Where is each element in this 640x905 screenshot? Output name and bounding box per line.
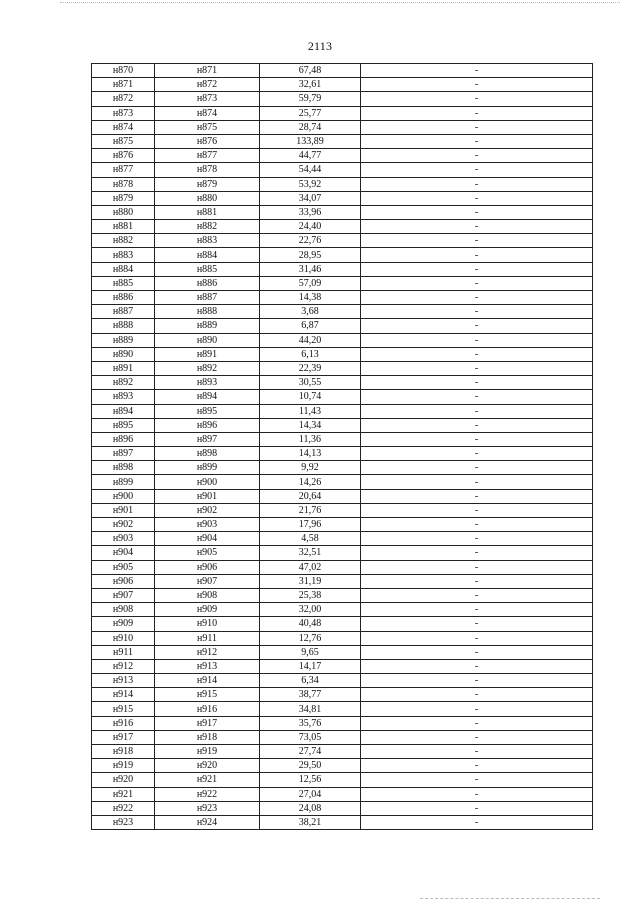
point-from-cell: н888 <box>92 319 155 333</box>
table-row <box>92 730 593 744</box>
table-row <box>92 64 593 78</box>
note-cell: - <box>361 447 593 461</box>
length-cell: 12,76 <box>260 631 361 645</box>
point-from-cell: н875 <box>92 134 155 148</box>
table-row <box>92 447 593 461</box>
point-to-cell: н904 <box>155 532 260 546</box>
point-from-cell: н879 <box>92 191 155 205</box>
point-to-cell: н876 <box>155 134 260 148</box>
point-to-cell: н908 <box>155 588 260 602</box>
note-cell: - <box>361 716 593 730</box>
note-cell: - <box>361 759 593 773</box>
table-row <box>92 418 593 432</box>
scan-artifact-bottom <box>420 898 600 899</box>
point-from-cell: н902 <box>92 518 155 532</box>
length-cell: 28,95 <box>260 248 361 262</box>
point-from-cell: н890 <box>92 347 155 361</box>
table-row <box>92 759 593 773</box>
note-cell: - <box>361 333 593 347</box>
note-cell: - <box>361 815 593 829</box>
table-row <box>92 163 593 177</box>
point-to-cell: н884 <box>155 248 260 262</box>
table-row <box>92 234 593 248</box>
table-row <box>92 177 593 191</box>
point-to-cell: н907 <box>155 574 260 588</box>
point-from-cell: н877 <box>92 163 155 177</box>
length-cell: 44,20 <box>260 333 361 347</box>
table-row <box>92 432 593 446</box>
table-row <box>92 674 593 688</box>
note-cell: - <box>361 191 593 205</box>
length-cell: 6,13 <box>260 347 361 361</box>
length-cell: 10,74 <box>260 390 361 404</box>
point-to-cell: н881 <box>155 205 260 219</box>
point-from-cell: н918 <box>92 745 155 759</box>
length-cell: 38,77 <box>260 688 361 702</box>
point-from-cell: н883 <box>92 248 155 262</box>
note-cell: - <box>361 432 593 446</box>
note-cell: - <box>361 276 593 290</box>
note-cell: - <box>361 461 593 475</box>
point-to-cell: н873 <box>155 92 260 106</box>
length-cell: 11,43 <box>260 404 361 418</box>
length-cell: 12,56 <box>260 773 361 787</box>
table-body <box>92 64 593 830</box>
point-to-cell: н915 <box>155 688 260 702</box>
note-cell: - <box>361 475 593 489</box>
table-row <box>92 220 593 234</box>
note-cell: - <box>361 305 593 319</box>
point-to-cell: н883 <box>155 234 260 248</box>
point-from-cell: н889 <box>92 333 155 347</box>
length-cell: 34,81 <box>260 702 361 716</box>
page-number: 2113 <box>307 39 333 53</box>
point-from-cell: н919 <box>92 759 155 773</box>
point-to-cell: н896 <box>155 418 260 432</box>
table-row <box>92 603 593 617</box>
point-to-cell: н880 <box>155 191 260 205</box>
table-row <box>92 489 593 503</box>
table-row <box>92 276 593 290</box>
table-row <box>92 588 593 602</box>
note-cell: - <box>361 659 593 673</box>
length-cell: 47,02 <box>260 560 361 574</box>
point-from-cell: н874 <box>92 120 155 134</box>
length-cell: 133,89 <box>260 134 361 148</box>
point-to-cell: н878 <box>155 163 260 177</box>
note-cell: - <box>361 489 593 503</box>
point-from-cell: н899 <box>92 475 155 489</box>
table-row <box>92 191 593 205</box>
point-to-cell: н874 <box>155 106 260 120</box>
table-row <box>92 291 593 305</box>
point-from-cell: н906 <box>92 574 155 588</box>
note-cell: - <box>361 560 593 574</box>
length-cell: 27,04 <box>260 787 361 801</box>
table-row <box>92 205 593 219</box>
table-row <box>92 645 593 659</box>
point-from-cell: н915 <box>92 702 155 716</box>
note-cell: - <box>361 532 593 546</box>
note-cell: - <box>361 787 593 801</box>
point-to-cell: н889 <box>155 319 260 333</box>
note-cell: - <box>361 730 593 744</box>
point-from-cell: н884 <box>92 262 155 276</box>
point-from-cell: н907 <box>92 588 155 602</box>
length-cell: 14,34 <box>260 418 361 432</box>
point-to-cell: н891 <box>155 347 260 361</box>
note-cell: - <box>361 134 593 148</box>
point-to-cell: н871 <box>155 64 260 78</box>
point-from-cell: н882 <box>92 234 155 248</box>
note-cell: - <box>361 163 593 177</box>
note-cell: - <box>361 248 593 262</box>
table-row <box>92 801 593 815</box>
length-cell: 31,19 <box>260 574 361 588</box>
table-row <box>92 333 593 347</box>
length-cell: 22,39 <box>260 361 361 375</box>
length-cell: 28,74 <box>260 120 361 134</box>
point-from-cell: н903 <box>92 532 155 546</box>
table-row <box>92 546 593 560</box>
table-row <box>92 305 593 319</box>
table-row <box>92 376 593 390</box>
length-cell: 54,44 <box>260 163 361 177</box>
length-cell: 27,74 <box>260 745 361 759</box>
point-from-cell: н904 <box>92 546 155 560</box>
note-cell: - <box>361 631 593 645</box>
note-cell: - <box>361 205 593 219</box>
table-row <box>92 134 593 148</box>
point-to-cell: н887 <box>155 291 260 305</box>
point-from-cell: н886 <box>92 291 155 305</box>
point-to-cell: н914 <box>155 674 260 688</box>
table-row <box>92 503 593 517</box>
note-cell: - <box>361 801 593 815</box>
table-row <box>92 248 593 262</box>
length-cell: 6,34 <box>260 674 361 688</box>
point-to-cell: н917 <box>155 716 260 730</box>
note-cell: - <box>361 120 593 134</box>
note-cell: - <box>361 234 593 248</box>
point-from-cell: н913 <box>92 674 155 688</box>
note-cell: - <box>361 149 593 163</box>
length-cell: 20,64 <box>260 489 361 503</box>
length-cell: 44,77 <box>260 149 361 163</box>
table-row <box>92 702 593 716</box>
length-cell: 9,92 <box>260 461 361 475</box>
note-cell: - <box>361 603 593 617</box>
note-cell: - <box>361 106 593 120</box>
point-to-cell: н918 <box>155 730 260 744</box>
length-cell: 57,09 <box>260 276 361 290</box>
note-cell: - <box>361 262 593 276</box>
point-from-cell: н905 <box>92 560 155 574</box>
table-row <box>92 659 593 673</box>
length-cell: 40,48 <box>260 617 361 631</box>
note-cell: - <box>361 674 593 688</box>
point-to-cell: н900 <box>155 475 260 489</box>
coordinates-table <box>91 63 593 830</box>
table-row <box>92 92 593 106</box>
table-row <box>92 574 593 588</box>
point-from-cell: н908 <box>92 603 155 617</box>
point-from-cell: н914 <box>92 688 155 702</box>
length-cell: 4,58 <box>260 532 361 546</box>
point-to-cell: н879 <box>155 177 260 191</box>
point-from-cell: н923 <box>92 815 155 829</box>
point-to-cell: н916 <box>155 702 260 716</box>
point-from-cell: н870 <box>92 64 155 78</box>
point-from-cell: н911 <box>92 645 155 659</box>
table-row <box>92 78 593 92</box>
length-cell: 32,00 <box>260 603 361 617</box>
point-to-cell: н882 <box>155 220 260 234</box>
table-row <box>92 149 593 163</box>
point-to-cell: н909 <box>155 603 260 617</box>
length-cell: 14,17 <box>260 659 361 673</box>
length-cell: 67,48 <box>260 64 361 78</box>
note-cell: - <box>361 78 593 92</box>
length-cell: 14,13 <box>260 447 361 461</box>
length-cell: 3,68 <box>260 305 361 319</box>
point-to-cell: н920 <box>155 759 260 773</box>
length-cell: 34,07 <box>260 191 361 205</box>
point-to-cell: н905 <box>155 546 260 560</box>
point-to-cell: н899 <box>155 461 260 475</box>
point-to-cell: н913 <box>155 659 260 673</box>
length-cell: 14,38 <box>260 291 361 305</box>
length-cell: 38,21 <box>260 815 361 829</box>
length-cell: 30,55 <box>260 376 361 390</box>
point-to-cell: н888 <box>155 305 260 319</box>
note-cell: - <box>361 291 593 305</box>
note-cell: - <box>361 361 593 375</box>
point-to-cell: н924 <box>155 815 260 829</box>
point-from-cell: н887 <box>92 305 155 319</box>
table-row <box>92 815 593 829</box>
point-from-cell: н901 <box>92 503 155 517</box>
point-to-cell: н901 <box>155 489 260 503</box>
table-row <box>92 475 593 489</box>
length-cell: 33,96 <box>260 205 361 219</box>
note-cell: - <box>361 64 593 78</box>
point-to-cell: н906 <box>155 560 260 574</box>
point-from-cell: н894 <box>92 404 155 418</box>
note-cell: - <box>361 745 593 759</box>
length-cell: 25,38 <box>260 588 361 602</box>
length-cell: 32,61 <box>260 78 361 92</box>
scan-artifact-top <box>60 2 620 3</box>
note-cell: - <box>361 503 593 517</box>
note-cell: - <box>361 319 593 333</box>
length-cell: 22,76 <box>260 234 361 248</box>
table-row <box>92 518 593 532</box>
length-cell: 24,40 <box>260 220 361 234</box>
point-from-cell: н896 <box>92 432 155 446</box>
point-from-cell: н916 <box>92 716 155 730</box>
length-cell: 11,36 <box>260 432 361 446</box>
length-cell: 59,79 <box>260 92 361 106</box>
point-from-cell: н876 <box>92 149 155 163</box>
point-to-cell: н894 <box>155 390 260 404</box>
table-row <box>92 404 593 418</box>
point-to-cell: н886 <box>155 276 260 290</box>
table-row <box>92 461 593 475</box>
point-to-cell: н898 <box>155 447 260 461</box>
note-cell: - <box>361 376 593 390</box>
point-to-cell: н911 <box>155 631 260 645</box>
note-cell: - <box>361 645 593 659</box>
point-from-cell: н921 <box>92 787 155 801</box>
point-from-cell: н917 <box>92 730 155 744</box>
point-to-cell: н902 <box>155 503 260 517</box>
table-row <box>92 361 593 375</box>
length-cell: 35,76 <box>260 716 361 730</box>
table-row <box>92 390 593 404</box>
note-cell: - <box>361 347 593 361</box>
note-cell: - <box>361 546 593 560</box>
note-cell: - <box>361 390 593 404</box>
point-from-cell: н897 <box>92 447 155 461</box>
length-cell: 17,96 <box>260 518 361 532</box>
point-to-cell: н875 <box>155 120 260 134</box>
point-to-cell: н903 <box>155 518 260 532</box>
point-from-cell: н871 <box>92 78 155 92</box>
note-cell: - <box>361 617 593 631</box>
note-cell: - <box>361 418 593 432</box>
table-row <box>92 688 593 702</box>
point-from-cell: н912 <box>92 659 155 673</box>
note-cell: - <box>361 518 593 532</box>
point-to-cell: н890 <box>155 333 260 347</box>
table-row <box>92 617 593 631</box>
note-cell: - <box>361 702 593 716</box>
table-row <box>92 532 593 546</box>
point-from-cell: н909 <box>92 617 155 631</box>
point-from-cell: н881 <box>92 220 155 234</box>
note-cell: - <box>361 688 593 702</box>
length-cell: 53,92 <box>260 177 361 191</box>
table-row <box>92 347 593 361</box>
point-to-cell: н922 <box>155 787 260 801</box>
length-cell: 73,05 <box>260 730 361 744</box>
note-cell: - <box>361 220 593 234</box>
table-row <box>92 745 593 759</box>
length-cell: 32,51 <box>260 546 361 560</box>
point-to-cell: н921 <box>155 773 260 787</box>
point-to-cell: н897 <box>155 432 260 446</box>
table-row <box>92 716 593 730</box>
length-cell: 29,50 <box>260 759 361 773</box>
point-from-cell: н920 <box>92 773 155 787</box>
table-row <box>92 120 593 134</box>
note-cell: - <box>361 92 593 106</box>
point-to-cell: н912 <box>155 645 260 659</box>
point-to-cell: н872 <box>155 78 260 92</box>
length-cell: 14,26 <box>260 475 361 489</box>
point-from-cell: н885 <box>92 276 155 290</box>
point-to-cell: н895 <box>155 404 260 418</box>
note-cell: - <box>361 177 593 191</box>
length-cell: 9,65 <box>260 645 361 659</box>
point-from-cell: н910 <box>92 631 155 645</box>
length-cell: 6,87 <box>260 319 361 333</box>
table-row <box>92 631 593 645</box>
point-from-cell: н895 <box>92 418 155 432</box>
point-to-cell: н923 <box>155 801 260 815</box>
table-row <box>92 787 593 801</box>
length-cell: 24,08 <box>260 801 361 815</box>
point-to-cell: н885 <box>155 262 260 276</box>
point-from-cell: н922 <box>92 801 155 815</box>
point-from-cell: н891 <box>92 361 155 375</box>
point-to-cell: н877 <box>155 149 260 163</box>
point-from-cell: н878 <box>92 177 155 191</box>
point-to-cell: н919 <box>155 745 260 759</box>
length-cell: 25,77 <box>260 106 361 120</box>
table-row <box>92 262 593 276</box>
point-from-cell: н898 <box>92 461 155 475</box>
table-row <box>92 106 593 120</box>
note-cell: - <box>361 588 593 602</box>
table-row <box>92 560 593 574</box>
length-cell: 21,76 <box>260 503 361 517</box>
note-cell: - <box>361 773 593 787</box>
point-from-cell: н893 <box>92 390 155 404</box>
table-row <box>92 319 593 333</box>
point-from-cell: н880 <box>92 205 155 219</box>
point-to-cell: н892 <box>155 361 260 375</box>
table-row <box>92 773 593 787</box>
length-cell: 31,46 <box>260 262 361 276</box>
note-cell: - <box>361 404 593 418</box>
point-from-cell: н873 <box>92 106 155 120</box>
point-from-cell: н900 <box>92 489 155 503</box>
point-from-cell: н892 <box>92 376 155 390</box>
note-cell: - <box>361 574 593 588</box>
point-to-cell: н893 <box>155 376 260 390</box>
point-to-cell: н910 <box>155 617 260 631</box>
point-from-cell: н872 <box>92 92 155 106</box>
